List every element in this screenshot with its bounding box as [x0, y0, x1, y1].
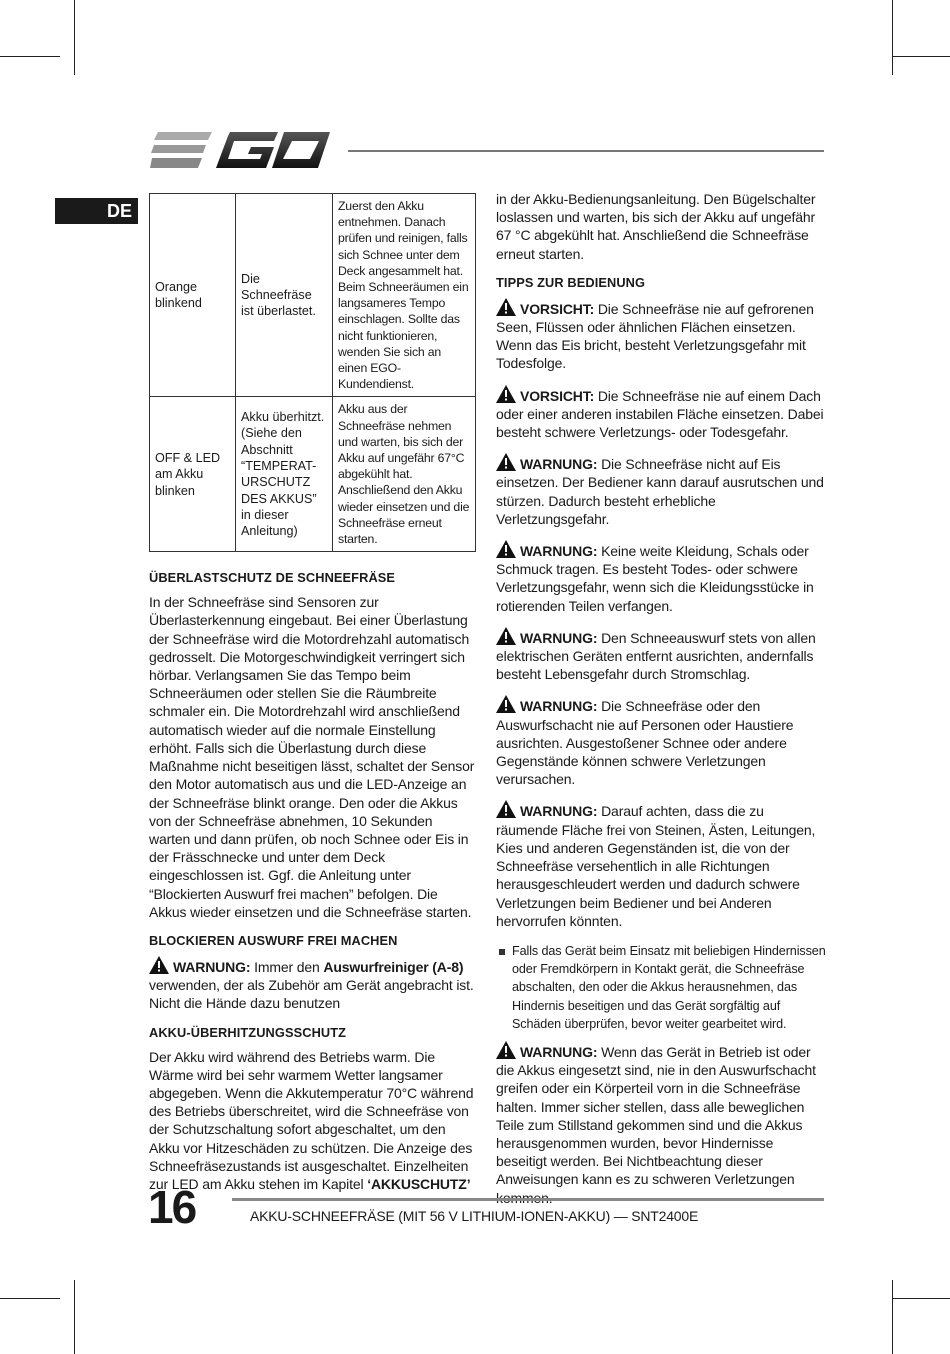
warning-text: Die Schneefräse oder den Auswurfschacht nie auf Personen oder Haustiere ausrichten. Ausgestoßener Schnee oder andere Gegenstände können schwere Verletzungen verursachen. — [496, 698, 794, 788]
crop-mark — [74, 1280, 75, 1354]
header-rule — [348, 150, 824, 152]
action-cell: Akku aus der Schneefräse nehmen und warten, bis sich der Akku auf ungefähr 67°C abgekühlt hat. Anschließend den Akku wieder einsetzen und die Schneefräse erneut starten. — [333, 397, 476, 552]
warning-paragraph — [496, 800, 826, 929]
warnings-list — [496, 298, 826, 930]
paragraph-text: Der Akku wird während des Betriebs warm. Die Wärme wird bei sehr warmem Wetter langsamer abgegeben. Wenn die Akkutemperatur 70°C während des Betriebs überschreitet, wird die Schneefräse von der Schutzschaltung sofort abgeschaltet, um den Akku vor Hitzeschäden zu schützen. Die Anzeige des Schneefräsezustands ist ausgeschaltet. Einzelheiten zur LED am Akku stehen im Kapitel — [149, 1048, 474, 1192]
warning-paragraph — [496, 695, 826, 788]
crop-mark — [74, 0, 75, 75]
table-row — [150, 397, 476, 552]
crop-mark — [892, 1298, 950, 1299]
list-item: Falls das Gerät beim Einsatz mit beliebigen Hindernissen oder Fremdkörpern in Kontakt gerät, die Schneefräse abschalten, den oder die Akkus herausnehmen, das Hindernis beseitigen und das Gerät sorgfältig auf Schäden überprüfen, bevor weiter gearbeitet wird. — [496, 942, 826, 1033]
warning-text: Keine weite Kleidung, Schals oder Schmuck tragen. Es besteht Todes- oder schwere Verletzungsgefahr, wenn sich die Kleidungsstücke in rotierenden Teilen verfangen. — [496, 543, 814, 614]
warning-label: WARNUNG: — [173, 958, 251, 975]
warning-label: WARNUNG: — [520, 456, 598, 473]
crop-mark — [892, 56, 950, 57]
warning-icon — [496, 1041, 516, 1059]
crop-mark — [0, 56, 60, 57]
warning-text: Die Schneefräse nie auf einem Dach oder einer anderen instabilen Fläche einsetzen. Dabei besteht schwere Verletzungs- oder Todesgefahr. — [496, 387, 824, 441]
warning-text: verwenden, der als Zubehör am Gerät angebracht ist. Nicht die Hände dazu benutzen — [149, 977, 474, 1012]
footer-title: AKKU-SCHNEEFRÄSE (MIT 56 V LITHIUM-IONEN-AKKU) — SNT2400E — [250, 1208, 699, 1224]
crop-mark — [892, 1280, 893, 1354]
warning-emphasis: Auswurfreiniger (A-8) — [323, 958, 464, 975]
section-heading: AKKU-ÜBERHITZUNGSSCHUTZ — [149, 1024, 347, 1040]
warning-text: Die Schneefräse nicht auf Eis einsetzen. Der Bediener kann darauf ausrutschen und stürzen. Dadurch besteht erhebliche Verletzungsgefahr. — [496, 456, 824, 527]
warning-paragraph — [496, 627, 826, 684]
warning-icon — [496, 385, 516, 403]
page-number: 16 — [148, 1181, 196, 1233]
warning-label: WARNUNG: — [520, 629, 598, 646]
table-row — [150, 194, 476, 397]
warning-paragraph — [496, 1041, 826, 1207]
warning-paragraph — [149, 956, 477, 1013]
section-heading: TIPPS ZUR BEDIENUNG — [496, 274, 646, 290]
warning-label: WARNUNG: — [520, 543, 598, 560]
crop-mark — [0, 1298, 60, 1299]
warning-text: Immer den — [250, 958, 324, 975]
footer-rule — [232, 1198, 824, 1201]
section-heading: ÜBERLASTSCHUTZ DE SCHNEEFRÄSE — [149, 570, 396, 586]
warning-paragraph — [496, 540, 826, 615]
warning-text: Den Schneeauswurf stets von allen elektrischen Geräten entfernt ausrichten, andernfalls besteht Lebensgefahr durch Stromschlag. — [496, 629, 816, 683]
warning-label: WARNUNG: — [520, 1043, 598, 1060]
bullet-list — [496, 942, 826, 1033]
cause-cell: Akku überhitzt. (Siehe den Abschnitt “TEMPERAT-URSCHUTZ DES AKKUS” in dieser Anleitung) — [236, 397, 333, 552]
paragraph-emphasis: ‘AKKUSCHUTZ’ — [367, 1175, 471, 1192]
warning-icon — [149, 956, 169, 974]
paragraph: in der Akku-Bedienungsanleitung. Den Bügelschalter loslassen und warten, bis sich der Akku auf ungefähr 67 °C abgekühlt hat. Anschließend die Schneefräse erneut starten. — [496, 191, 816, 262]
warning-text: Darauf achten, dass die zu räumende Fläche frei von Steinen, Ästen, Leitungen, Kies und anderen Gegenständen ist, die von der Schneefräse versehentlich in alle Richtungen herausgeschleudert werden und dadurch schwere Verletzungen beim Bediener und bei Anderen hervorrufen könnten. — [496, 803, 816, 929]
warning-icon — [496, 298, 516, 316]
warning-icon — [496, 540, 516, 558]
warning-icon — [496, 453, 516, 471]
warning-paragraph — [496, 298, 826, 373]
warning-label: VORSICHT: — [520, 300, 595, 317]
warning-text: Wenn das Gerät in Betrieb ist oder die Akkus eingesetzt sind, nie in den Auswurfschacht greifen oder ein Körperteil vorn in die Schneefräse halten. Immer sicher stellen, dass alle beweglichen Teile zum Stillstand gekommen sind und die Akkus herausgenommen wurden, bevor Hindernisse beseitigt werden. Bei Nichtbeachtung dieser Anweisungen kann es zu schweren Verletzungen — [496, 1043, 816, 1188]
warning-icon — [496, 800, 516, 818]
right-column — [496, 190, 826, 1219]
warning-icon — [496, 695, 516, 713]
action-cell: Zuerst den Akku entnehmen. Danach prüfen und reinigen, falls sich Schnee unter dem Deck angesammelt hat. Beim Schneeräumen ein langsameres Tempo einschlagen. Sollte das nicht funktionieren, wenden Sie sich an einen EGO-Kundendienst. — [333, 194, 476, 397]
warning-label: VORSICHT: — [520, 387, 595, 404]
warning-text: Die Schneefräse nie auf gefrorenen Seen, Flüssen oder ähnlichen Flächen einsetzen. Wenn das Eis bricht, besteht Verletzungsgefahr mit Todesfolge. — [496, 300, 814, 372]
ego-logo — [150, 130, 330, 170]
indicator-cell: Orange blinkend — [150, 194, 236, 397]
indicator-cell: OFF & LED am Akku blinken — [150, 397, 236, 552]
status-table — [149, 193, 476, 552]
section-heading: BLOCKIEREN AUSWURF FREI MACHEN — [149, 932, 398, 948]
warning-icon — [496, 627, 516, 645]
language-tab: DE — [55, 198, 138, 224]
warning-label: WARNUNG: — [520, 803, 598, 820]
warning-paragraph — [496, 385, 826, 442]
paragraph — [149, 1048, 477, 1194]
warning-label: WARNUNG: — [520, 698, 598, 715]
cause-cell: Die Schneefräse ist überlastet. — [236, 194, 333, 397]
paragraph: In der Schneefräse sind Sensoren zur Überlasterkennung eingebaut. Bei einer Überlastung der Schneefräse wird die Motordrehzahl automatisch gedrosselt. Die Motorgeschwindigkeit verringert sich hörbar. Verlangsamen Sie das Tempo beim Schneeräumen oder stellen Sie die Räumbreite schmaler ein. Die Motordrehzahl wird anschließend automatisch wieder auf die normale Einstellung erhöht. Falls sich die Überlastung durch diese Maßnahme nicht beseitigen lässt, schaltet der Sensor den Motor automatisch aus und die LED-Anzeige an der Schneefräse blinkt orange. Den oder die Akkus von der Schneefräse abnehmen, 10 Sekunden warten und dann prüfen, ob noch Schnee oder Eis in der Frässchnecke und unter dem Deck eingeschlossen ist. Ggf. die Anleitung unter “Blockierten Auswurf frei machen” befolgen. Die Akkus wieder einsetzen und die Schneefräse starten. — [149, 594, 475, 920]
warning-paragraph — [496, 453, 826, 528]
crop-mark — [892, 0, 893, 75]
left-column — [149, 193, 477, 1205]
